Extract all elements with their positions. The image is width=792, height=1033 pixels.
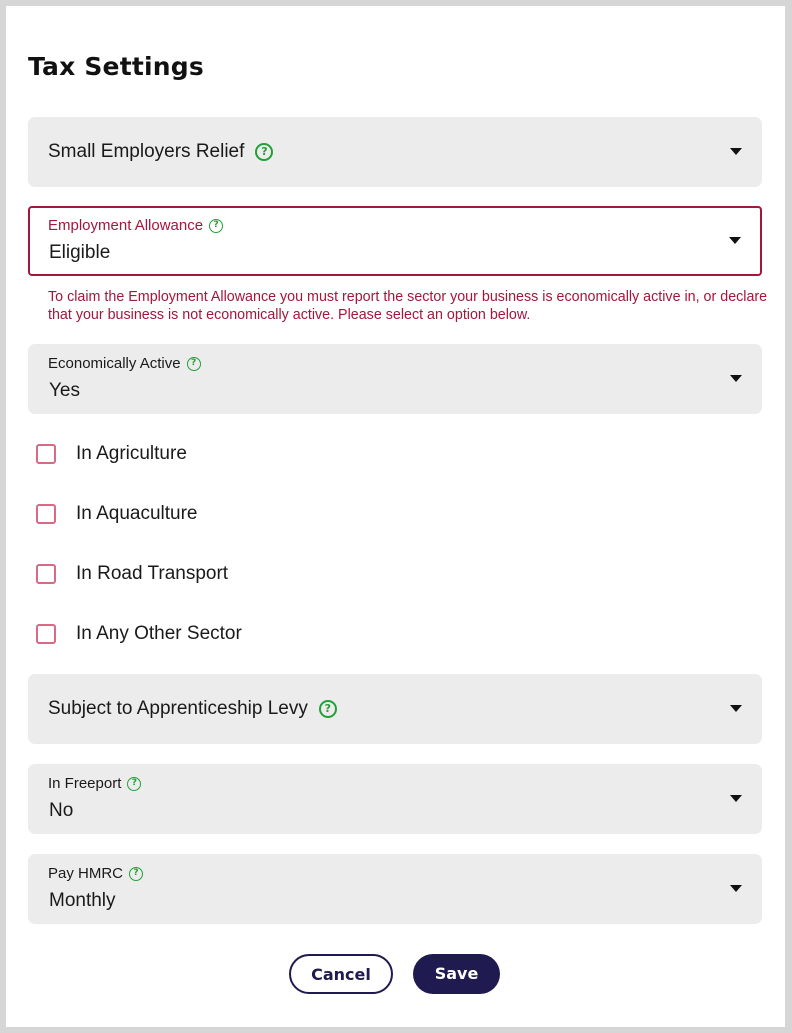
freeport-label [48, 775, 141, 792]
help-icon[interactable]: ? [129, 867, 143, 881]
employment-allowance-label [48, 217, 223, 234]
help-icon[interactable]: ? [319, 700, 337, 718]
chevron-down-icon [729, 237, 741, 244]
checkbox-label: In Road Transport [76, 563, 229, 584]
help-icon[interactable]: ? [187, 357, 201, 371]
chevron-down-icon [730, 705, 742, 712]
economically-active-value: Yes [49, 380, 80, 401]
checkbox[interactable] [36, 624, 56, 644]
employment-allowance-label-text: Employment Allowance [48, 217, 204, 234]
checkbox[interactable] [36, 504, 56, 524]
checkbox[interactable] [36, 444, 56, 464]
freeport-dropdown[interactable] [28, 764, 762, 834]
help-icon[interactable]: ? [255, 143, 273, 161]
checkbox-label: In Agriculture [76, 443, 187, 464]
help-icon[interactable]: ? [127, 777, 141, 791]
pay-hmrc-label [48, 865, 143, 882]
chevron-down-icon [730, 885, 742, 892]
sector-checkbox-agriculture[interactable] [36, 442, 187, 466]
save-button[interactable]: Save [413, 954, 500, 994]
economically-active-label [48, 355, 201, 372]
freeport-label-text: In Freeport [48, 775, 122, 792]
chevron-down-icon [730, 375, 742, 382]
sector-checkbox-other[interactable] [36, 622, 242, 646]
checkbox-label: In Aquaculture [76, 503, 198, 524]
chevron-down-icon [730, 148, 742, 155]
small-employers-relief-label [48, 141, 273, 163]
pay-hmrc-label-text: Pay HMRC [48, 865, 124, 882]
apprenticeship-levy-text: Subject to Apprenticeship Levy [48, 698, 308, 719]
chevron-down-icon [730, 795, 742, 802]
checkbox[interactable] [36, 564, 56, 584]
pay-hmrc-dropdown[interactable] [28, 854, 762, 924]
pay-hmrc-value: Monthly [49, 890, 116, 911]
economically-active-label-text: Economically Active [48, 355, 181, 372]
cancel-button[interactable]: Cancel [289, 954, 393, 994]
tax-settings-panel [6, 6, 785, 1027]
economically-active-dropdown[interactable] [28, 344, 762, 414]
sector-checkbox-aquaculture[interactable] [36, 502, 197, 526]
apprenticeship-levy-label [48, 698, 337, 720]
small-employers-relief-dropdown[interactable] [28, 117, 762, 187]
sector-checkbox-road-transport[interactable] [36, 562, 228, 586]
page-title: Tax Settings [28, 52, 204, 81]
employment-allowance-dropdown[interactable] [28, 206, 762, 276]
employment-allowance-error: To claim the Employment Allowance you must report the sector your business is economically active in, or declare that your business is not economically active. Please select an option below. [48, 289, 768, 323]
help-icon[interactable]: ? [209, 219, 223, 233]
employment-allowance-value: Eligible [49, 242, 111, 263]
checkbox-label: In Any Other Sector [76, 623, 242, 644]
apprenticeship-levy-dropdown[interactable] [28, 674, 762, 744]
freeport-value: No [49, 800, 74, 821]
small-employers-relief-text: Small Employers Relief [48, 141, 245, 162]
